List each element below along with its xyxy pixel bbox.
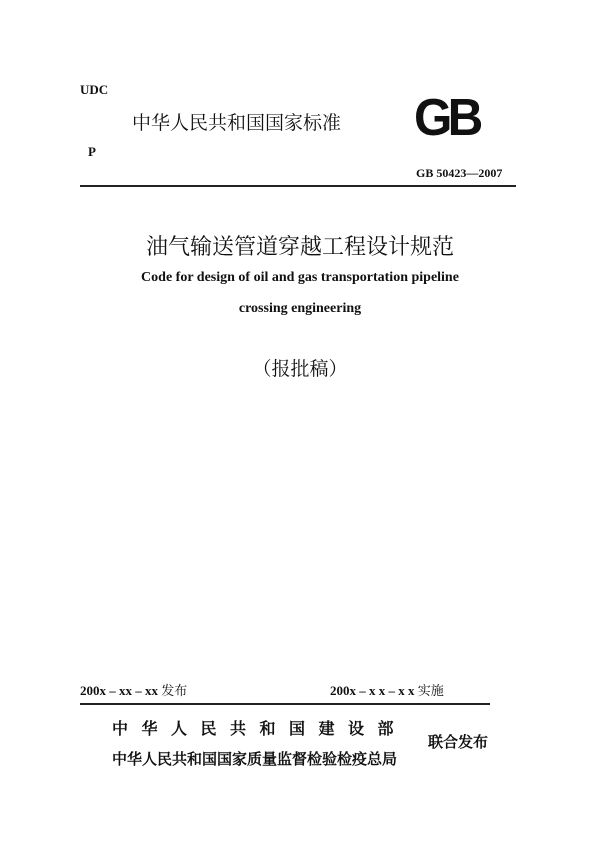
gb-logo: GB xyxy=(414,89,479,147)
udc-label: UDC xyxy=(80,82,109,97)
issue-date: 200x – xx – xx xyxy=(80,683,158,698)
classification-code: P xyxy=(88,144,96,159)
implementation-label: 实施 xyxy=(417,684,444,699)
issuer-ministry: 中华人民共和国建设部 xyxy=(112,719,408,738)
header-divider xyxy=(80,185,516,187)
issue-date-line xyxy=(80,680,187,699)
issue-label: 发布 xyxy=(161,684,188,699)
national-standard-heading: 中华人民共和国国家标准 xyxy=(132,112,342,134)
draft-status: （报批稿） xyxy=(252,358,348,380)
document-title-english-line1: Code for design of oil and gas transportation pipeline xyxy=(141,270,459,285)
issuer-administration: 中华人民共和国国家质量监督检验检疫总局 xyxy=(112,750,398,768)
implementation-date: 200x – x x – x x xyxy=(330,683,415,698)
implementation-date-line xyxy=(330,680,444,699)
standard-number: GB 50423—2007 xyxy=(416,166,503,180)
footer-divider xyxy=(80,703,490,705)
document-title-english-line2: crossing engineering xyxy=(238,301,362,316)
joint-publish-label: 联合发布 xyxy=(428,733,489,751)
document-title-chinese: 油气输送管道穿越工程设计规范 xyxy=(145,235,454,260)
